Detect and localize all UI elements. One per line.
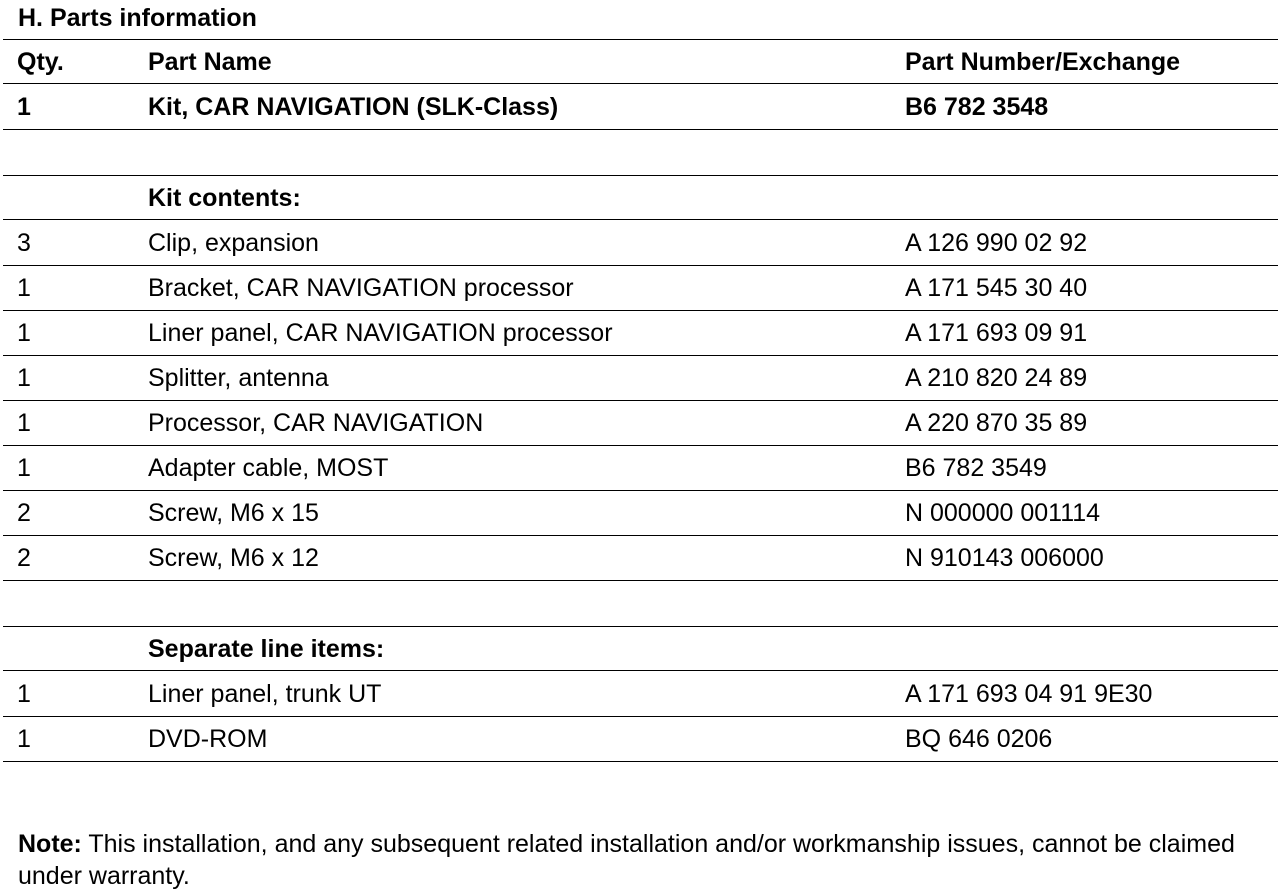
item-number: A 220 870 35 89 — [905, 409, 1088, 437]
item-name: DVD-ROM — [148, 725, 268, 753]
header-part-name: Part Name — [148, 48, 272, 76]
item-name: Screw, M6 x 15 — [148, 499, 319, 527]
item-qty: 1 — [17, 409, 31, 437]
item-number: A 171 693 04 91 9E30 — [905, 680, 1153, 708]
table-row — [3, 356, 1278, 401]
kit-row — [3, 85, 1278, 130]
item-qty: 1 — [17, 319, 31, 347]
kit-name: Kit, CAR NAVIGATION (SLK-Class) — [148, 93, 559, 121]
table-row — [3, 491, 1278, 536]
kit-contents-heading-row — [3, 175, 1278, 220]
item-name: Clip, expansion — [148, 229, 319, 257]
warranty-note — [18, 828, 1273, 892]
item-number: A 171 693 09 91 — [905, 319, 1088, 347]
table-row — [3, 221, 1278, 266]
item-name: Adapter cable, MOST — [148, 454, 389, 482]
item-name: Liner panel, trunk UT — [148, 680, 382, 708]
item-number: A 126 990 02 92 — [905, 229, 1088, 257]
item-number: A 171 545 30 40 — [905, 274, 1088, 302]
item-name: Splitter, antenna — [148, 364, 329, 392]
item-name: Screw, M6 x 12 — [148, 544, 319, 572]
separate-items-heading-row — [3, 626, 1278, 671]
item-number: B6 782 3549 — [905, 454, 1047, 482]
item-qty: 1 — [17, 274, 31, 302]
item-qty: 1 — [17, 454, 31, 482]
item-name: Processor, CAR NAVIGATION — [148, 409, 484, 437]
table-row — [3, 672, 1278, 717]
note-text: This installation, and any subsequent related installation and/or workmanship issues, cannot be claimed under warranty. — [18, 830, 1235, 890]
kit-number: B6 782 3548 — [905, 93, 1049, 121]
item-qty: 3 — [17, 229, 31, 257]
table-row — [3, 446, 1278, 491]
table-row — [3, 401, 1278, 446]
item-qty: 1 — [17, 725, 31, 753]
item-number: N 910143 006000 — [905, 544, 1104, 572]
table-row — [3, 536, 1278, 581]
item-qty: 2 — [17, 499, 31, 527]
item-name: Bracket, CAR NAVIGATION processor — [148, 274, 574, 302]
table-header-row — [3, 39, 1278, 84]
item-number: N 000000 001114 — [905, 499, 1101, 527]
kit-contents-heading: Kit contents: — [148, 184, 301, 212]
table-row — [3, 266, 1278, 311]
header-qty: Qty. — [17, 48, 64, 76]
item-name: Liner panel, CAR NAVIGATION processor — [148, 319, 613, 347]
separate-items-heading: Separate line items: — [148, 635, 385, 663]
note-label: Note: — [18, 830, 82, 858]
section-title: H. Parts information — [18, 4, 257, 32]
item-number: A 210 820 24 89 — [905, 364, 1088, 392]
kit-qty: 1 — [17, 93, 31, 121]
item-qty: 2 — [17, 544, 31, 572]
item-qty: 1 — [17, 364, 31, 392]
table-row — [3, 311, 1278, 356]
table-row — [3, 717, 1278, 762]
item-qty: 1 — [17, 680, 31, 708]
item-number: BQ 646 0206 — [905, 725, 1053, 753]
header-part-number: Part Number/Exchange — [905, 48, 1181, 76]
